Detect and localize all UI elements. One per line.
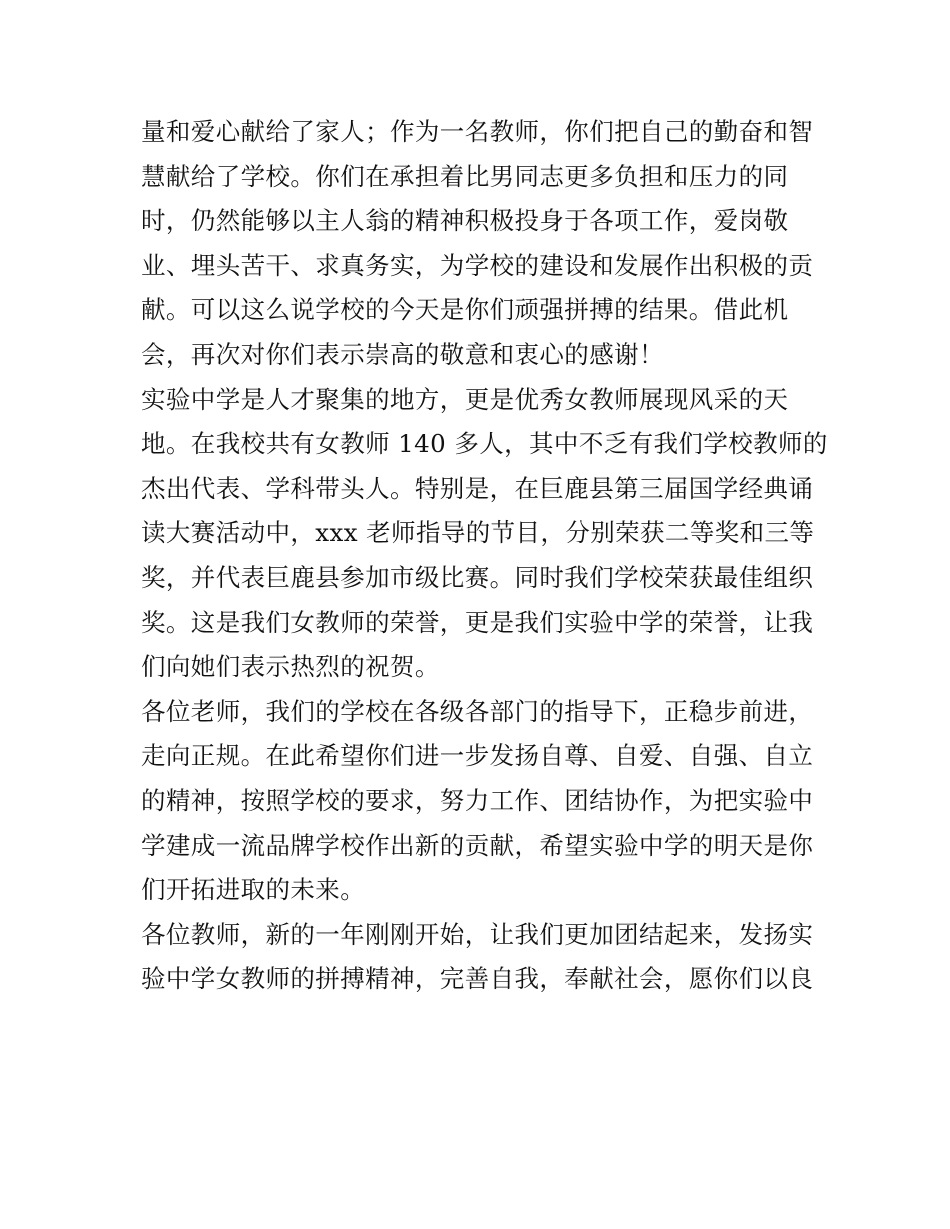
- text-line: 走向正规。在此希望你们进一步发扬自尊、自爱、自强、自立: [141, 741, 814, 771]
- text-line: 奖，并代表巨鹿县参加市级比赛。同时我们学校荣获最佳组织: [141, 562, 814, 592]
- text-line: 们开拓进取的未来。: [141, 875, 366, 905]
- text-line: 业、埋头苦干、求真务实，为学校的建设和发展作出积极的贡: [141, 250, 814, 280]
- text-line: 献。可以这么说学校的今天是你们顽强拼搏的结果。借此机: [141, 295, 789, 325]
- text-line: 们向她们表示热烈的祝贺。: [141, 652, 440, 682]
- document-body: [141, 110, 828, 1002]
- text-line: 读大赛活动中，xxx 老师指导的节目，分别荣获二等奖和三等: [141, 518, 815, 548]
- text-line: 会，再次对你们表示崇高的敬意和衷心的感谢！: [141, 339, 664, 369]
- text-line: 各位教师，新的一年刚刚开始，让我们更加团结起来，发扬实: [141, 919, 814, 949]
- text-line: 地。在我校共有女教师 140 多人，其中不乏有我们学校教师的: [141, 429, 828, 459]
- text-line: 杰出代表、学科带头人。特别是，在巨鹿县第三届国学经典诵: [141, 473, 814, 503]
- text-line: 各位老师，我们的学校在各级各部门的指导下，正稳步前进，: [141, 696, 814, 726]
- text-line: 量和爱心献给了家人；作为一名教师，你们把自己的勤奋和智: [141, 117, 814, 146]
- text-line: 慧献给了学校。你们在承担着比男同志更多负担和压力的同: [141, 161, 789, 191]
- text-line: 实验中学是人才聚集的地方，更是优秀女教师展现风采的天: [141, 384, 789, 414]
- text-line: 奖。这是我们女教师的荣誉，更是我们实验中学的荣誉，让我: [141, 607, 814, 637]
- text-line: 的精神，按照学校的要求，努力工作、团结协作，为把实验中: [141, 785, 814, 815]
- text-line: 学建成一流品牌学校作出新的贡献，希望实验中学的明天是你: [141, 830, 814, 860]
- text-line: 验中学女教师的拼搏精神，完善自我，奉献社会，愿你们以良: [141, 964, 814, 994]
- text-line: 时，仍然能够以主人翁的精神积极投身于各项工作，爱岗敬: [141, 206, 789, 236]
